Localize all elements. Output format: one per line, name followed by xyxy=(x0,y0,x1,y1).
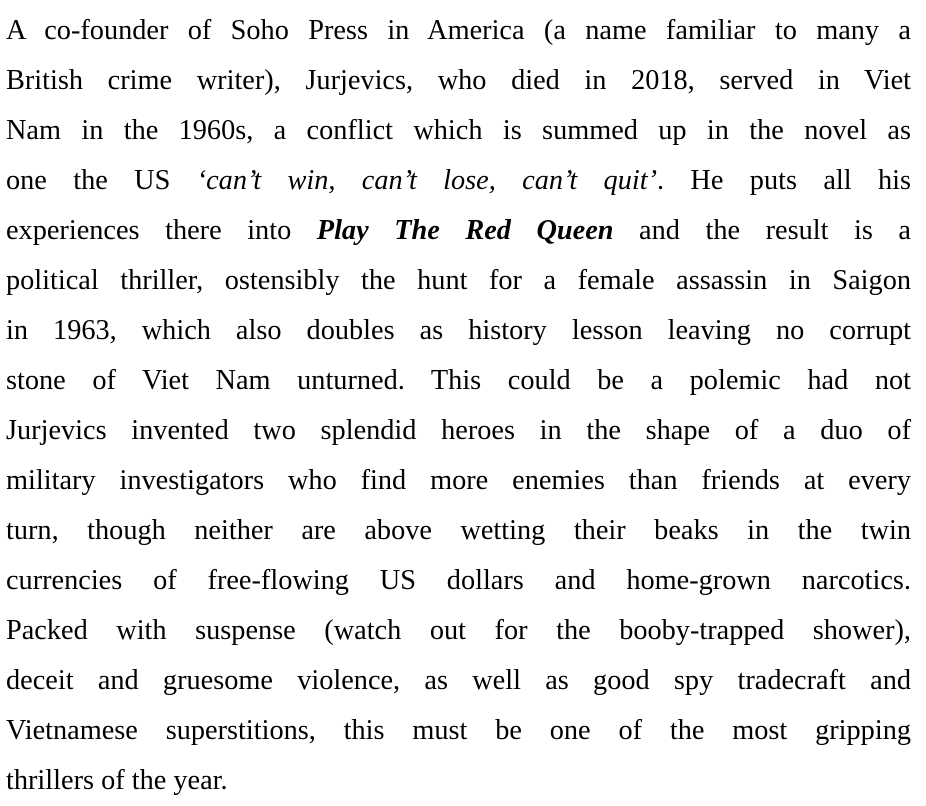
text-run: Jurjevics invented two splendid heroes in the shape of a duo of xyxy=(6,415,911,446)
text-run: in 1963, which also doubles as history lesson leaving no corrupt xyxy=(6,315,911,346)
text-run: experiences there into xyxy=(6,215,317,246)
text-line xyxy=(6,106,911,156)
text-run: political thriller, ostensibly the hunt for a female assassin in Saigon xyxy=(6,265,911,296)
text-run: British crime writer), Jurjevics, who died in 2018, served in Viet xyxy=(6,65,911,96)
text-run: . He puts all his xyxy=(657,165,911,196)
text-run: turn, though neither are above wetting their beaks in the twin xyxy=(6,515,911,546)
text-line xyxy=(6,206,911,256)
text-line xyxy=(6,406,911,456)
text-run: thrillers of the year. xyxy=(6,765,228,796)
text-run: deceit and gruesome violence, as well as good spy tradecraft and xyxy=(6,665,911,696)
text-line xyxy=(6,306,911,356)
text-line xyxy=(6,706,911,756)
text-line xyxy=(6,356,911,406)
text-line xyxy=(6,556,911,606)
text-line xyxy=(6,6,911,56)
text-run: and the result is a xyxy=(613,215,911,246)
text-run: A co-founder of Soho Press in America (a name familiar to many a xyxy=(6,15,911,46)
text-line xyxy=(6,606,911,656)
text-run: military investigators who find more enemies than friends at every xyxy=(6,465,911,496)
text-line xyxy=(6,456,911,506)
book-title: Play The Red Queen xyxy=(316,215,614,246)
text-line xyxy=(6,756,911,806)
review-paragraph xyxy=(6,6,911,806)
text-run: stone of Viet Nam unturned. This could be a polemic had not xyxy=(6,365,911,396)
quote-italic: ‘can’t win, can’t lose, can’t quit’ xyxy=(196,165,657,196)
text-line xyxy=(6,256,911,306)
text-line xyxy=(6,56,911,106)
text-line xyxy=(6,506,911,556)
text-run: currencies of free-flowing US dollars and home-grown narcotics. xyxy=(6,565,911,596)
text-run: one the US xyxy=(6,165,197,196)
text-run: Vietnamese superstitions, this must be one of the most gripping xyxy=(6,715,911,746)
text-run: Packed with suspense (watch out for the booby-trapped shower), xyxy=(6,615,911,646)
text-line xyxy=(6,156,911,206)
text-run: Nam in the 1960s, a conflict which is summed up in the novel as xyxy=(6,115,911,146)
text-line xyxy=(6,656,911,706)
